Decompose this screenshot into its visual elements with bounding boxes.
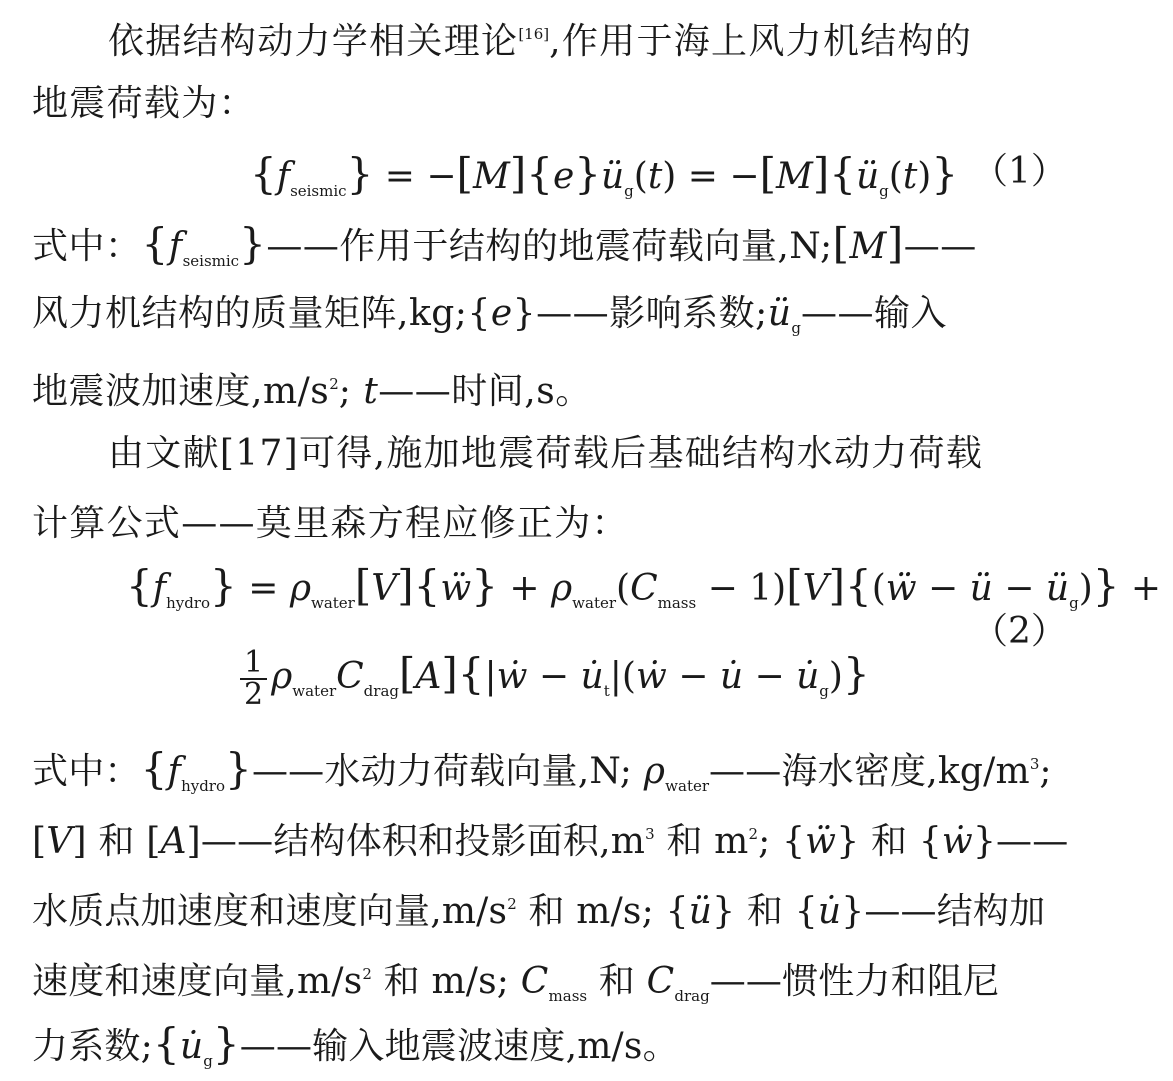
symbol-u-dot: u̇	[719, 656, 744, 697]
symbol-w-ddot: ẅ	[440, 568, 472, 609]
text-segment: ——惯性力和阻尼	[709, 961, 1000, 1002]
subscript: g	[819, 682, 829, 700]
subscript: g	[203, 1052, 213, 1070]
subscript: water	[310, 594, 355, 612]
text-segment: m/s;	[431, 961, 510, 1002]
number-one: 1	[749, 568, 773, 609]
symbol-u-dot: u̇	[580, 656, 604, 697]
text-segment: 和	[598, 961, 635, 1002]
paragraph-2-line-1	[108, 434, 1173, 474]
text-segment: 和	[383, 961, 420, 1002]
definitions-1-line-2: 风力机结构的质量矩阵,kg;{e}——影响系数$;ü_g——$输入	[32, 293, 948, 337]
equation-number-1: （1）	[972, 151, 1067, 192]
minus-sign: −	[426, 156, 457, 197]
superscript: 2	[507, 895, 517, 913]
text-segment: 式中：	[32, 226, 142, 267]
symbol-f: f	[276, 156, 291, 197]
symbol-u-ddot: ü	[1045, 568, 1070, 609]
paragraph-1-line-2	[32, 84, 1097, 124]
text-segment: 和	[746, 891, 784, 932]
superscript: 2	[362, 965, 372, 983]
symbol-f: f	[168, 226, 183, 267]
minus-sign: −	[729, 156, 760, 197]
symbol-V: V	[371, 568, 398, 609]
definitions-2-line-4	[32, 954, 1097, 1016]
superscript: 2	[329, 375, 339, 393]
symbol-w-dot: ẇ	[496, 656, 528, 697]
text-segment: 计算公式——莫里森方程应修正为：	[32, 503, 629, 544]
definitions-2-line-3: 水质点加速度和速度向量$,m/s^2$ 和 m/s; {ü} 和 {u̇}——结构加	[32, 891, 1046, 932]
symbol-f: f	[167, 751, 182, 792]
subscript: mass	[548, 987, 588, 1005]
symbol-V: V	[46, 821, 73, 862]
equation-2-line-1: $\{f_{hydro}\}$ = $\rho_{water}[V]\{ẅ\} + \rho_{water}(C_{mass}$ − 1)[V]{(ẅ − ü − $ü_g$)} +	[126, 561, 1162, 612]
definitions-2-line-2: [V] 和 [A]——结构体积和投影面积$,m^3$ 和 $m^2$; {ẅ} 和 {ẇ}——	[32, 821, 1069, 862]
text-segment: 地震波加速度,m/s	[32, 371, 330, 412]
symbol-w-dot: ẇ	[635, 656, 667, 697]
symbol-t: t	[647, 156, 663, 197]
citation-16: [16]	[518, 25, 550, 43]
text-segment: 水质点加速度和速度向量,m/s	[32, 891, 508, 932]
symbol-u-dot: u̇	[796, 656, 820, 697]
equation-2-line-2: $\frac{1}{2}$ $\rho_{water}C_{drag}[A]\{|ẇ$ − $u̇_t|(ẇ$ − u̇ − $u̇_g$)}	[240, 648, 870, 711]
fraction-numerator: 1	[240, 648, 267, 680]
text-segment: ——时间,s。	[378, 371, 592, 412]
text-segment: ——水动力荷载向量,N;	[251, 751, 633, 792]
subscript: seismic	[182, 252, 240, 270]
symbol-e: e	[552, 156, 575, 197]
subscript: hydro	[181, 777, 226, 795]
symbol-rho: ρ	[643, 751, 666, 792]
symbol-u-dot: u̇	[179, 1026, 204, 1067]
subscript: seismic	[290, 182, 347, 200]
superscript: 3	[1029, 755, 1040, 773]
text-segment: 和	[666, 821, 703, 862]
subscript: water	[665, 777, 710, 795]
subscript: g	[879, 182, 889, 200]
equation-number-2: （2）	[972, 611, 1067, 652]
symbol-rho: ρ	[550, 568, 573, 609]
symbol-u-ddot: ü	[767, 293, 792, 334]
symbol-u-ddot: ü	[855, 156, 880, 197]
subscript: t	[603, 682, 610, 700]
symbol-M: M	[849, 226, 887, 267]
symbol-u-ddot: ü	[600, 156, 625, 197]
text-segment: ——	[996, 821, 1069, 862]
symbol-C: C	[630, 568, 658, 609]
symbol-u-ddot: ü	[969, 568, 993, 609]
text-segment: ——	[903, 226, 977, 267]
text-segment: 依据结构动力学相关理论	[108, 21, 519, 62]
symbol-w-ddot: ẅ	[885, 568, 917, 609]
text-segment: 地震荷载为：	[32, 83, 256, 124]
text-segment: 风力机结构的质量矩阵,kg;	[32, 293, 468, 334]
text-segment: m	[714, 821, 749, 862]
text-segment: ——结构加	[864, 891, 1046, 932]
equals-sign: =	[384, 156, 415, 197]
text-segment: m/s;	[576, 891, 654, 932]
symbol-A: A	[415, 656, 442, 697]
fraction-denominator: 2	[244, 677, 264, 712]
symbol-t: t	[902, 156, 918, 197]
text-segment: 速度和速度向量,m/s	[32, 961, 363, 1002]
symbol-C: C	[520, 961, 549, 1002]
text-segment: ;	[338, 371, 352, 412]
definitions-1-line-1: 式中：$\{f_{seismic}\}——$作用于结构的地震荷载向量,N;[M]——	[32, 219, 977, 270]
symbol-t: t	[363, 371, 379, 412]
text-segment: ——影响系数;	[536, 293, 768, 334]
text-segment: ,作用于海上风力机结构的	[549, 21, 973, 62]
superscript: 2	[748, 825, 759, 843]
symbol-A: A	[160, 821, 187, 862]
equation-1: $\{f_{seismic}\}$ = $-[M]\{e\}ü_g(t)$ = $-[M]\{ü_g(t)\}$	[250, 149, 959, 200]
text-segment: ——海水密度,kg/m	[709, 751, 1030, 792]
subscript: g	[1069, 594, 1079, 612]
subscript: water	[292, 682, 337, 700]
symbol-u-ddot: ü	[688, 891, 713, 932]
text-segment: 由文献[17]可得,施加地震荷载后基础结构水动力荷载	[108, 433, 984, 474]
symbol-rho: ρ	[289, 568, 311, 609]
paragraph-1-line-1	[108, 14, 1173, 62]
definitions-1-line-3	[32, 364, 1097, 412]
text-segment: ——输入	[801, 293, 948, 334]
text-segment: 式中：	[32, 751, 141, 792]
text-segment: 和	[870, 821, 908, 862]
subscript: drag	[674, 987, 710, 1005]
symbol-u-dot: u̇	[817, 891, 842, 932]
text-segment: ;	[758, 821, 771, 862]
symbol-rho: ρ	[271, 656, 293, 697]
text-segment: ;	[1039, 751, 1052, 792]
subscript: mass	[657, 594, 697, 612]
subscript: g	[624, 182, 634, 200]
symbol-w-ddot: ẅ	[805, 821, 837, 862]
superscript: 3	[645, 825, 655, 843]
text-segment: 力系数;	[32, 1026, 153, 1067]
subscript: g	[791, 319, 801, 337]
text-segment: ——输入地震波速度,m/s。	[239, 1026, 679, 1067]
text-segment: 和	[528, 891, 565, 932]
equals-sign: =	[687, 156, 718, 197]
fraction-one-half	[240, 645, 267, 712]
definitions-2-line-5: 力系数$;\{u̇_g\}——$输入地震波速度,m/s。	[32, 1019, 679, 1070]
definitions-2-line-1: 式中：$\{f_{hydro}\}——$水动力荷载向量,N; $\rho_{water}——$海水密度$,kg/m^3$;	[32, 744, 1052, 795]
symbol-M: M	[472, 156, 510, 197]
symbol-w-dot: ẇ	[941, 821, 973, 862]
symbol-C: C	[646, 961, 675, 1002]
subscript: hydro	[166, 594, 211, 612]
symbol-V: V	[802, 568, 829, 609]
subscript: drag	[363, 682, 399, 700]
symbol-f: f	[152, 568, 167, 609]
symbol-M: M	[775, 156, 813, 197]
text-segment: ——结构体积和投影面积,m	[200, 821, 646, 862]
subscript: water	[572, 594, 617, 612]
symbol-e: e	[490, 293, 513, 334]
text-segment: 和	[98, 821, 135, 862]
text-segment: ——作用于结构的地震荷载向量,N;	[266, 226, 833, 267]
symbol-C: C	[336, 656, 364, 697]
paragraph-2-line-2	[32, 504, 1097, 544]
